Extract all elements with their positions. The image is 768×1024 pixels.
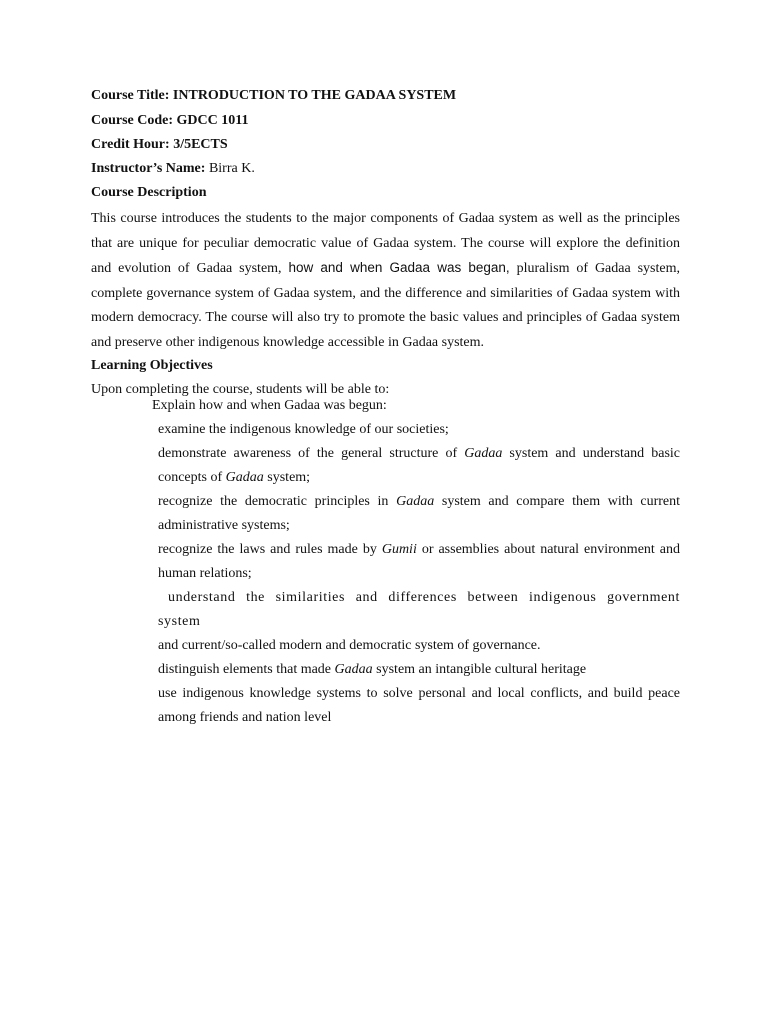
course-title-label: Course Title: bbox=[91, 88, 170, 103]
objective-item bbox=[135, 490, 680, 538]
objective-item bbox=[135, 442, 680, 490]
objective-item bbox=[135, 538, 680, 586]
objectives-first-line: Explain how and when Gadaa was begun: bbox=[152, 398, 387, 413]
objectives-intro: Upon completing the course, students will be able to: bbox=[91, 382, 390, 397]
course-code-line bbox=[91, 112, 249, 130]
objective-text: understand the similarities and differences between indigenous government system and current/so-called modern and democratic system of governance. bbox=[158, 590, 680, 653]
objective-item bbox=[135, 658, 680, 682]
course-code-value: GDCC 1011 bbox=[176, 113, 249, 128]
instructor-value: Birra K. bbox=[208, 161, 255, 176]
objective-item bbox=[135, 586, 680, 658]
objective-text: use indigenous knowledge systems to solve personal and local conflicts, and build peace among friends and nation level bbox=[158, 686, 680, 725]
course-description-heading: Course Description bbox=[91, 185, 207, 200]
course-title-value: INTRODUCTION TO THE GADAA SYSTEM bbox=[172, 88, 457, 103]
credit-hour-value: 3/5ECTS bbox=[173, 137, 228, 152]
course-description-paragraph bbox=[91, 207, 680, 355]
objective-text: examine the indigenous knowledge of our societies; bbox=[158, 422, 449, 437]
credit-hour-line bbox=[91, 136, 228, 154]
instructor-line bbox=[91, 160, 255, 178]
learning-objectives-heading: Learning Objectives bbox=[91, 358, 213, 373]
objectives-list bbox=[135, 418, 680, 730]
objective-text: recognize the democratic principles in Gadaa system and compare them with current administrative systems; bbox=[158, 494, 680, 533]
instructor-label: Instructor’s Name: bbox=[91, 161, 206, 176]
course-title-line bbox=[91, 87, 456, 105]
description-part-3: pluralism of Gadaa system, complete governance system of Gadaa system, and the difference and similarities of Gadaa system with modern democracy. The course will also try to promote the basic values and principles of Gadaa system and preserve other indigenous knowledge accessible in Gadaa system. bbox=[91, 261, 681, 350]
objective-item bbox=[135, 682, 680, 730]
objective-text: recognize the laws and rules made by Gumii or assemblies about natural environment and human relations; bbox=[158, 542, 681, 581]
description-part-2: how and when Gadaa was began, bbox=[288, 260, 510, 275]
objective-text: demonstrate awareness of the general structure of Gadaa system and understand basic concepts of Gadaa system; bbox=[158, 446, 680, 485]
course-code-label: Course Code: bbox=[91, 113, 174, 128]
description-part-1: This course introduces the students to the major components of Gadaa system as well as the principles that are unique for peculiar democratic value of Gadaa system. The course will explore the definition and evolution of Gadaa system, bbox=[91, 211, 680, 276]
credit-hour-label: Credit Hour: bbox=[91, 137, 170, 152]
objective-item bbox=[135, 418, 680, 442]
objective-text: distinguish elements that made Gadaa system an intangible cultural heritage bbox=[158, 662, 587, 677]
